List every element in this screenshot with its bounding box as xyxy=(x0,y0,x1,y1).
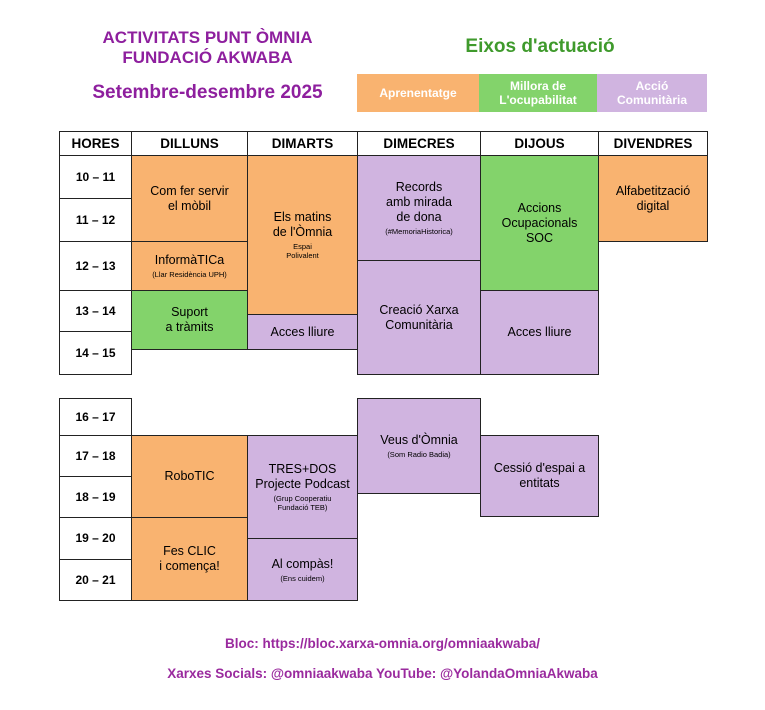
activity-informatica[interactable] xyxy=(131,241,248,291)
legend-label: Aprenentatge xyxy=(379,86,457,100)
activity-robotic[interactable] xyxy=(131,435,248,518)
hour-cell: 13 – 14 xyxy=(59,290,132,332)
activity-label: digital xyxy=(636,198,670,213)
hour-cell: 10 – 11 xyxy=(59,155,132,199)
activity-label: Veus d'Òmnia xyxy=(380,433,458,447)
activity-label: Acces lliure xyxy=(270,324,335,339)
activity-sublabel: (Ens cuidem) xyxy=(280,573,325,583)
hour-cell: 20 – 21 xyxy=(59,559,132,601)
activity-label: Suport xyxy=(171,305,208,319)
activity-sublabel: Fundació TEB) xyxy=(277,503,328,512)
activity-label: de dona xyxy=(396,210,442,224)
activity-fes-clic[interactable] xyxy=(131,517,248,601)
activity-com-fer-servir-el-mobil[interactable] xyxy=(131,155,248,242)
activity-tres-dos-podcast[interactable] xyxy=(247,435,358,539)
social-links[interactable]: Xarxes Socials: @omniaakwaba YouTube: @YolandaOmniaAkwaba xyxy=(167,666,598,681)
legend-ocupabilitat xyxy=(479,74,597,112)
activity-label: i comença! xyxy=(159,559,220,573)
legend-label: Millora de xyxy=(509,79,566,93)
activity-sublabel: Polivalent xyxy=(286,251,319,260)
activity-alfabetitzacio-digital[interactable] xyxy=(598,155,708,242)
legend-label: Comunitària xyxy=(616,93,687,107)
activity-suport-tramits[interactable] xyxy=(131,290,248,350)
activity-label: a tràmits xyxy=(165,320,214,334)
activity-veus-omnia[interactable] xyxy=(357,398,481,494)
hour-cell: 16 – 17 xyxy=(59,398,132,436)
activity-sublabel: (#MemoriaHistorica) xyxy=(385,227,453,236)
hour-cell: 19 – 20 xyxy=(59,517,132,560)
activity-sublabel: (Llar Residència UPH) xyxy=(152,270,227,279)
legend-aprenentatge xyxy=(357,74,479,112)
activity-acces-lliure-dijous[interactable] xyxy=(480,290,599,375)
hour-cell: 18 – 19 xyxy=(59,476,132,518)
activity-label: Ocupacionals xyxy=(501,215,578,230)
activity-els-matins-omnia[interactable] xyxy=(247,155,358,315)
activity-records-mirada-dona[interactable] xyxy=(357,155,481,261)
title-line-2: FUNDACIÓ AKWABA xyxy=(122,48,293,67)
blog-link[interactable]: Bloc: https://bloc.xarxa-omnia.org/omniaakwaba/ xyxy=(224,636,541,651)
activity-sublabel: (Som Radio Badia) xyxy=(387,450,451,459)
hour-cell: 17 – 18 xyxy=(59,435,132,477)
hour-cell: 14 – 15 xyxy=(59,331,132,375)
col-header-dilluns: DILLUNS xyxy=(131,131,248,156)
legend-label: L'ocupabilitat xyxy=(499,93,577,107)
page-title xyxy=(75,28,340,68)
activity-cessio-espai-entitats[interactable] xyxy=(480,435,599,517)
activity-label: Al compàs! xyxy=(271,556,334,571)
activity-label: Accions xyxy=(517,200,562,215)
activity-label: Els matins xyxy=(273,210,332,224)
activity-sublabel: Espai xyxy=(293,242,312,251)
activity-accions-ocupacionals-soc[interactable] xyxy=(480,155,599,291)
legend-comunitaria xyxy=(597,74,707,112)
col-header-hores: HORES xyxy=(59,131,132,156)
activity-label: de l'Òmnia xyxy=(272,225,333,239)
col-header-dimecres: DIMECRES xyxy=(357,131,481,156)
activity-label: TRES+DOS xyxy=(268,462,337,476)
col-header-dijous: DIJOUS xyxy=(480,131,599,156)
activity-label: Records xyxy=(395,180,443,194)
period-title: Setembre-desembre 2025 xyxy=(92,82,323,103)
activity-label: RoboTIC xyxy=(164,469,215,483)
activity-label: amb mirada xyxy=(386,195,452,209)
axes-title: Eixos d'actuació xyxy=(465,36,615,57)
activity-label: Fes CLIC xyxy=(163,544,216,558)
col-header-divendres: DIVENDRES xyxy=(598,131,708,156)
activity-label: el mòbil xyxy=(167,198,212,213)
hour-cell: 11 – 12 xyxy=(59,198,132,242)
activity-al-compas[interactable] xyxy=(247,538,358,601)
activity-sublabel: (Grup Cooperatiu xyxy=(273,494,332,503)
activity-label: entitats xyxy=(519,476,560,490)
col-header-dimarts: DIMARTS xyxy=(247,131,358,156)
activity-label: InformàTICa xyxy=(154,253,225,267)
legend-label: Acció xyxy=(635,79,669,93)
activity-label: Acces lliure xyxy=(507,325,572,339)
hour-cell: 12 – 13 xyxy=(59,241,132,291)
activity-acces-lliure-dimarts[interactable] xyxy=(247,314,358,350)
activity-label: Cessió d'espai a xyxy=(493,461,586,475)
activity-creacio-xarxa-comunitaria[interactable] xyxy=(357,260,481,375)
activity-label: Creació Xarxa xyxy=(379,302,459,317)
activity-label: SOC xyxy=(525,230,554,245)
activity-label: Com fer servir xyxy=(150,183,229,198)
activity-label: Alfabetització xyxy=(615,183,691,198)
activity-label: Comunitària xyxy=(385,317,453,332)
title-line-1: ACTIVITATS PUNT ÒMNIA xyxy=(102,28,313,47)
activity-label: Projecte Podcast xyxy=(255,477,350,491)
